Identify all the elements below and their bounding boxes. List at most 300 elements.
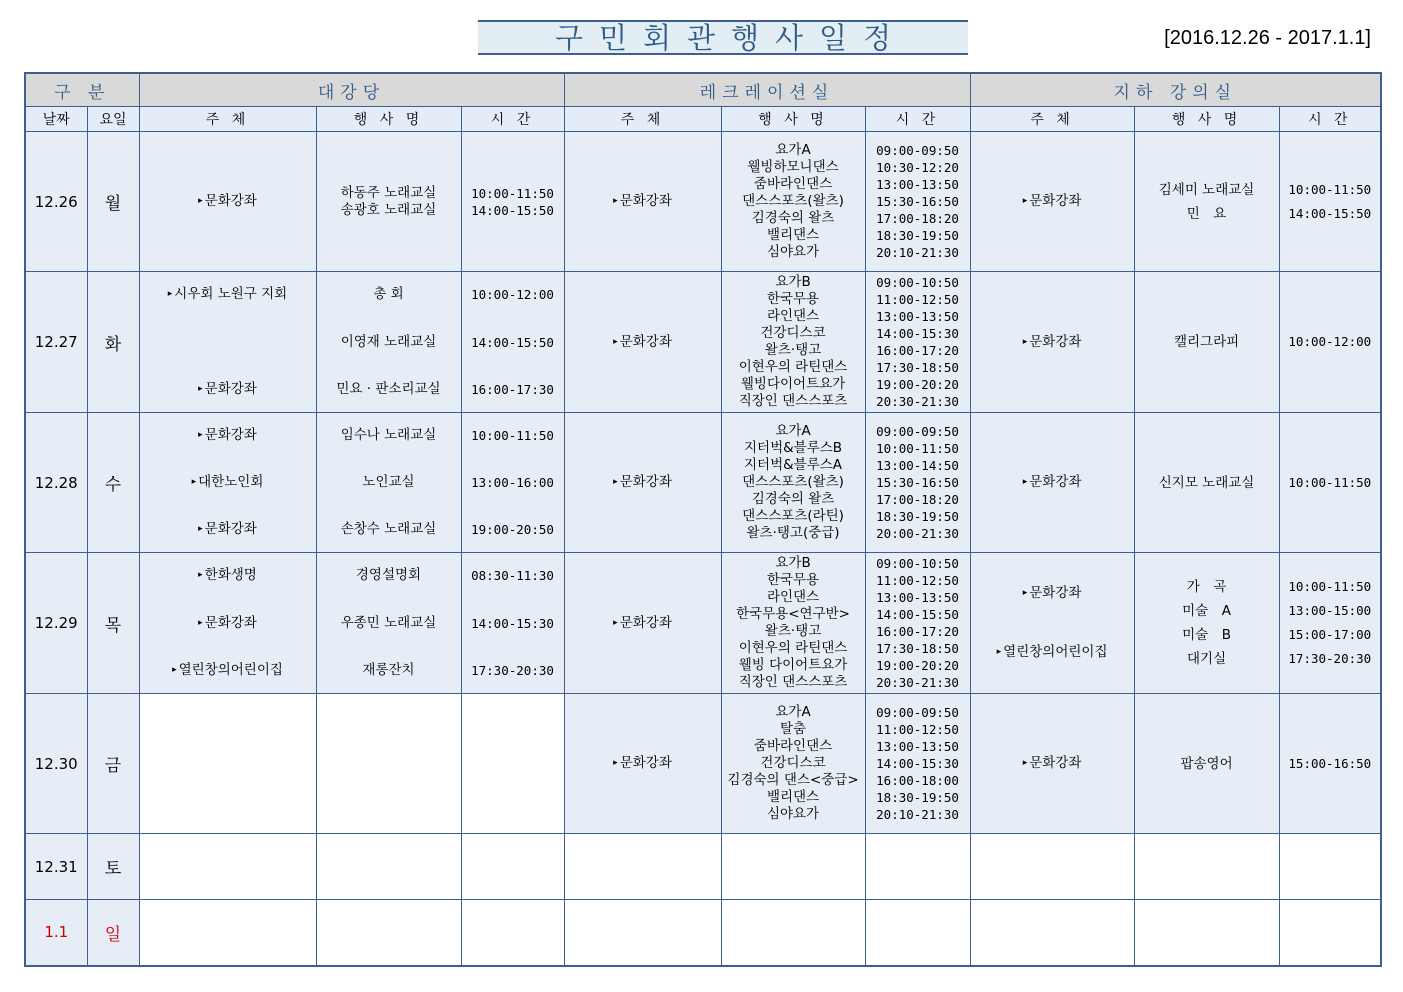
base-event-item: 신지모 노래교실: [1158, 474, 1255, 491]
base-host: [970, 132, 1134, 272]
rec-time-item: 13:00-14:50: [876, 458, 959, 473]
rec-time-item: 09:00-09:50: [876, 143, 959, 158]
hall-event-item: 총 회: [373, 286, 404, 302]
rec-time-item: 13:00-13:50: [876, 309, 959, 324]
day-row: [25, 132, 1381, 272]
host-name: 문화강좌: [204, 521, 257, 537]
empty-cell: [970, 900, 1134, 966]
base-event-item: 대기실: [1187, 651, 1227, 667]
base-time-list: [1280, 330, 1381, 354]
base-time-list: [1280, 471, 1381, 495]
rec-event-item: 라인댄스: [766, 308, 820, 324]
rec-time-item: 14:00-15:30: [876, 756, 959, 771]
base-event-list: [1135, 575, 1279, 671]
spacer: [971, 616, 1134, 630]
hall-time-list: [462, 185, 564, 219]
rec-time-item: 10:00-11:50: [876, 441, 959, 456]
host-name: 문화강좌: [619, 614, 672, 631]
base-time: [1279, 132, 1381, 272]
date-cell: 12.30: [25, 694, 87, 834]
col-header-date: 날짜: [25, 107, 87, 132]
rec-time-list: [866, 423, 970, 542]
hall-time: [461, 413, 564, 553]
weekday-cell: 금: [87, 694, 139, 834]
hall-event: [316, 553, 461, 694]
empty-cell: [1134, 900, 1279, 966]
rec-time-item: 16:00-17:20: [876, 343, 959, 358]
schedule-table: [24, 72, 1382, 967]
hall-event-item: 민요 · 판소리교실: [336, 381, 441, 397]
host-item: [971, 755, 1134, 772]
rec-time-item: 16:00-17:20: [876, 624, 959, 639]
empty-cell: [564, 900, 721, 966]
base-host-list: [971, 755, 1134, 772]
host-item: [140, 474, 316, 491]
hall-host: [139, 132, 316, 272]
hall-time-list: [462, 413, 564, 552]
host-name: 대한노인회: [198, 474, 264, 490]
rec-time: [865, 553, 970, 694]
host-item: [565, 615, 721, 632]
base-time-list: [1280, 752, 1381, 776]
host-name: 문화강좌: [1029, 193, 1082, 209]
arrow-icon: ▸: [198, 430, 203, 440]
base-event: [1134, 272, 1279, 413]
rec-event: [721, 694, 865, 834]
rec-event-item: 줌바라인댄스: [753, 738, 833, 754]
rec-event-item: 밸리댄스: [766, 227, 820, 243]
rec-time-item: 13:00-13:50: [876, 739, 959, 754]
host-item: [971, 585, 1134, 602]
rec-time-item: 11:00-12:50: [876, 292, 959, 307]
arrow-icon: ▸: [613, 196, 618, 206]
base-time-list: [1280, 178, 1381, 226]
base-event: [1134, 413, 1279, 553]
date-cell: 12.29: [25, 553, 87, 694]
base-host: [970, 694, 1134, 834]
hall-event-item: 이영재 노래교실: [340, 333, 437, 350]
rec-time: [865, 132, 970, 272]
hall-event-item: 경영설명회: [355, 567, 422, 583]
host-name: 문화강좌: [619, 474, 672, 490]
base-host-list: [971, 193, 1134, 210]
hall-event-item: 재롱잔치: [362, 662, 415, 678]
rec-event-item: 줌바라인댄스: [753, 176, 833, 192]
hall-host: [139, 272, 316, 413]
date-range: [2016.12.26 - 2017.1.1]: [1164, 27, 1371, 49]
base-host-list: [971, 585, 1134, 661]
host-name: 열린창의어린이집: [178, 662, 283, 678]
hall-time-item: 14:00-15:50: [471, 334, 554, 350]
rec-time-item: 16:00-18:00: [876, 773, 959, 788]
rec-time-item: 18:30-19:50: [876, 509, 959, 524]
base-event: [1134, 553, 1279, 694]
base-host: [970, 272, 1134, 413]
rec-time-item: 09:00-10:50: [876, 275, 959, 290]
host-name: 문화강좌: [619, 333, 672, 350]
hall-event-list: [317, 553, 461, 693]
hall-time-item: 10:00-12:00: [471, 287, 554, 302]
rec-event-item: 왈츠·탱고: [764, 342, 822, 358]
date-cell: 12.31: [25, 834, 87, 900]
col-header-time: 시 간: [865, 107, 970, 132]
hall-event-list: [317, 185, 461, 219]
rec-event-list: [722, 274, 865, 410]
hall-time-item: 13:00-16:00: [471, 475, 554, 490]
day-row: [25, 272, 1381, 413]
hall-event-list: [317, 272, 461, 412]
rec-host: [564, 132, 721, 272]
rec-event-list: [722, 423, 865, 542]
date-cell: 12.28: [25, 413, 87, 553]
hall-event-item: 노인교실: [362, 474, 415, 490]
hall-host-list: [140, 193, 316, 210]
rec-time-item: 17:30-18:50: [876, 641, 959, 656]
base-event-item: 김세미 노래교실: [1158, 181, 1255, 198]
rec-event-item: 왈츠·탱고: [764, 623, 822, 639]
base-time: [1279, 413, 1381, 553]
rec-time-item: 15:30-16:50: [876, 475, 959, 490]
rec-event-item: 한국무용<연구반>: [736, 606, 850, 622]
base-time-item: 15:00-17:00: [1288, 627, 1372, 642]
rec-event-item: 지터벅&블루스A: [744, 457, 843, 473]
date-cell: 12.26: [25, 132, 87, 272]
col-header-host: 주 체: [139, 107, 316, 132]
rec-event-item: 댄스스포츠(라틴): [742, 508, 844, 524]
arrow-icon: ▸: [198, 617, 203, 628]
rec-event-item: 이현우의 라틴댄스: [738, 359, 848, 375]
base-event-item: 미술 A: [1182, 603, 1231, 619]
host-name: 시우회 노원구 지회: [174, 286, 288, 302]
arrow-icon: ▸: [613, 758, 618, 768]
host-name: 열린창의어린이집: [1003, 644, 1108, 660]
host-name: 문화강좌: [204, 614, 257, 631]
rec-event-item: 웰빙다이어트요가: [740, 376, 846, 392]
arrow-icon: ▸: [613, 477, 618, 487]
rec-time-item: 13:00-13:50: [876, 177, 959, 192]
rec-time-list: [866, 555, 970, 691]
hall-time-item: 16:00-17:30: [471, 382, 554, 397]
rec-event-item: 라인댄스: [766, 589, 820, 605]
host-item: [140, 427, 316, 444]
base-event: [1134, 132, 1279, 272]
host-item: [140, 662, 316, 679]
host-name: 문화강좌: [619, 755, 672, 771]
hall-event-item: 손창수 노래교실: [340, 521, 437, 537]
host-item: [565, 755, 721, 772]
hall-time-item: 10:00-11:50: [471, 185, 554, 201]
host-name: 문화강좌: [1029, 585, 1082, 601]
rec-time-item: 09:00-10:50: [876, 556, 959, 571]
base-host-list: [971, 474, 1134, 491]
base-time-item: 10:00-11:50: [1288, 181, 1372, 197]
empty-cell: [461, 834, 564, 900]
rec-event: [721, 272, 865, 413]
hall-host-list: [140, 413, 316, 552]
rec-event-item: 김경숙의 댄스<중급>: [727, 772, 859, 788]
arrow-icon: ▸: [198, 570, 203, 580]
host-item: [140, 381, 316, 398]
base-event-item: 팝송영어: [1180, 755, 1233, 772]
rec-time-item: 17:30-18:50: [876, 360, 959, 375]
empty-cell: [316, 834, 461, 900]
day-row: [25, 694, 1381, 834]
rec-event-item: 요가B: [775, 555, 811, 571]
hall-host-list: [140, 272, 316, 412]
hall-event-item: 하동주 노래교실: [340, 184, 437, 201]
rec-event-item: 웰빙하모니댄스: [747, 159, 839, 175]
base-host-list: [971, 334, 1134, 351]
rec-time: [865, 272, 970, 413]
empty-cell: [564, 834, 721, 900]
rec-time-item: 11:00-12:50: [876, 573, 959, 588]
base-time-item: 15:00-16:50: [1288, 755, 1372, 771]
rec-time-item: 20:10-21:30: [876, 807, 959, 822]
hall-time-item: 14:00-15:30: [471, 615, 554, 631]
rec-time-item: 09:00-09:50: [876, 705, 959, 720]
col-header-time: 시 간: [1279, 107, 1381, 132]
host-item: [971, 644, 1134, 661]
base-event-item: 가 곡: [1186, 579, 1227, 595]
base-time-item: 17:30-20:30: [1288, 651, 1372, 666]
category-header: 구 분: [25, 73, 139, 107]
weekday-cell: 화: [87, 272, 139, 413]
col-header-weekday: 요일: [87, 107, 139, 132]
rec-host: [564, 413, 721, 553]
rec-host: [564, 553, 721, 694]
day-row: [25, 834, 1381, 900]
section-header-row: [25, 73, 1381, 107]
rec-event-item: 지터벅&블루스B: [744, 440, 843, 456]
host-item: [140, 286, 316, 303]
base-event-list: [1135, 752, 1279, 776]
rec-host: [564, 272, 721, 413]
rec-time-item: 15:30-16:50: [876, 194, 959, 209]
rec-event: [721, 553, 865, 694]
rec-event-list: [722, 555, 865, 691]
host-item: [140, 567, 316, 584]
host-name: 문화강좌: [619, 193, 672, 209]
empty-cell: [1279, 834, 1381, 900]
host-name: 문화강좌: [204, 381, 257, 397]
rec-event-item: 댄스스포츠(왈츠): [742, 193, 844, 209]
empty-cell: [139, 900, 316, 966]
day-row: [25, 553, 1381, 694]
weekday-cell: 일: [87, 900, 139, 966]
empty-cell: [316, 694, 461, 834]
weekday-cell: 월: [87, 132, 139, 272]
rec-event-item: 이현우의 라틴댄스: [738, 640, 848, 656]
arrow-icon: ▸: [1022, 588, 1028, 598]
arrow-icon: ▸: [613, 336, 618, 347]
col-header-event: 행 사 명: [1134, 107, 1279, 132]
base-time-item: 10:00-12:00: [1288, 334, 1372, 349]
host-name: 문화강좌: [204, 193, 257, 209]
rec-time-item: 14:00-15:30: [876, 326, 959, 341]
rec-event-item: 웰빙 다이어트요가: [738, 657, 848, 673]
hall-event-item: 송광호 노래교실: [340, 201, 437, 218]
empty-cell: [461, 694, 564, 834]
host-item: [971, 474, 1134, 491]
rec-time-item: 17:00-18:20: [876, 492, 959, 507]
base-host: [970, 553, 1134, 694]
base-time: [1279, 694, 1381, 834]
col-header-event: 행 사 명: [316, 107, 461, 132]
host-name: 문화강좌: [1029, 755, 1082, 771]
empty-cell: [1279, 900, 1381, 966]
col-header-event: 행 사 명: [721, 107, 865, 132]
rec-event-item: 댄스스포츠(왈츠): [742, 474, 844, 490]
rec-event-list: [722, 704, 865, 823]
hall-event-item: 우종민 노래교실: [340, 614, 437, 631]
rec-time-item: 20:30-21:30: [876, 675, 959, 690]
base-time: [1279, 553, 1381, 694]
host-name: 문화강좌: [204, 427, 257, 443]
rec-time-item: 10:30-12:20: [876, 160, 959, 175]
rec-time-item: 17:00-18:20: [876, 211, 959, 226]
base-event-list: [1135, 471, 1279, 495]
rec-time: [865, 694, 970, 834]
weekday-cell: 수: [87, 413, 139, 553]
rec-event-item: 한국무용: [766, 572, 820, 588]
arrow-icon: ▸: [1022, 477, 1028, 487]
hall-time-item: 08:30-11:30: [471, 568, 554, 583]
base-time-item: 14:00-15:50: [1288, 205, 1372, 221]
rec-time-item: 19:00-20:20: [876, 377, 959, 392]
hall-time-item: 10:00-11:50: [471, 428, 554, 443]
rec-event: [721, 132, 865, 272]
date-cell: 12.27: [25, 272, 87, 413]
base-event-item: 캘리그라피: [1173, 334, 1240, 350]
rec-event-item: 밸리댄스: [766, 789, 820, 805]
hall-time-list: [462, 553, 564, 693]
empty-cell: [721, 834, 865, 900]
arrow-icon: ▸: [198, 524, 203, 534]
base-event-item: 민 요: [1186, 205, 1227, 222]
empty-cell: [461, 900, 564, 966]
rec-event-item: 한국무용: [766, 291, 820, 307]
rec-event-item: 김경숙의 왈츠: [751, 210, 835, 226]
schedule-body: [25, 132, 1381, 966]
base-event-list: [1135, 178, 1279, 226]
rec-time-item: 09:00-09:50: [876, 424, 959, 439]
rec-event-list: [722, 142, 865, 261]
rec-event-item: 직장인 댄스스포츠: [738, 674, 848, 690]
column-header-row: [25, 107, 1381, 132]
host-item: [971, 193, 1134, 210]
hall-host-list: [140, 553, 316, 693]
hall-event-item: 임수나 노래교실: [340, 427, 437, 443]
hall-host: [139, 553, 316, 694]
rec-event-item: 왈츠·탱고(중급): [746, 525, 840, 541]
host-item: [140, 193, 316, 210]
empty-cell: [721, 900, 865, 966]
arrow-icon: ▸: [613, 617, 618, 628]
host-name: 문화강좌: [1029, 474, 1082, 490]
base-time-item: 13:00-15:00: [1288, 603, 1372, 618]
col-header-time: 시 간: [461, 107, 564, 132]
weekday-cell: 목: [87, 553, 139, 694]
empty-cell: [139, 834, 316, 900]
hall-time-item: 19:00-20:50: [471, 522, 554, 537]
arrow-icon: ▸: [198, 196, 203, 206]
rec-event-item: 요가A: [775, 704, 811, 720]
hall-time: [461, 272, 564, 413]
col-header-host: 주 체: [970, 107, 1134, 132]
base-event-item: 미술 B: [1182, 627, 1231, 643]
rec-time: [865, 413, 970, 553]
rec-time-item: 14:00-15:50: [876, 607, 959, 622]
arrow-icon: ▸: [172, 665, 177, 675]
spacer: [971, 630, 1134, 644]
arrow-icon: ▸: [191, 477, 197, 487]
rec-time-item: 20:10-21:30: [876, 245, 959, 260]
rec-event-item: 탈춤: [779, 721, 807, 737]
rec-event: [721, 413, 865, 553]
hall-host: [139, 413, 316, 553]
hall-time-item: 14:00-15:50: [471, 202, 554, 218]
empty-cell: [139, 694, 316, 834]
arrow-icon: ▸: [1022, 336, 1028, 347]
section-header-hall: 대강당: [139, 73, 564, 107]
day-row: [25, 900, 1381, 966]
arrow-icon: ▸: [996, 647, 1002, 657]
host-item: [565, 334, 721, 351]
weekday-cell: 토: [87, 834, 139, 900]
host-item: [140, 521, 316, 538]
arrow-icon: ▸: [1022, 196, 1028, 206]
base-event: [1134, 694, 1279, 834]
rec-time-item: 13:00-13:50: [876, 590, 959, 605]
arrow-icon: ▸: [1022, 758, 1028, 768]
host-name: 한화생명: [204, 567, 257, 583]
rec-event-item: 요가A: [775, 142, 811, 158]
rec-time-item: 20:00-21:30: [876, 526, 959, 541]
base-time-item: 10:00-11:50: [1288, 579, 1372, 594]
empty-cell: [970, 834, 1134, 900]
base-host: [970, 413, 1134, 553]
rec-time-item: 18:30-19:50: [876, 790, 959, 805]
base-time-item: 10:00-11:50: [1288, 474, 1372, 490]
rec-time-item: 20:30-21:30: [876, 394, 959, 409]
hall-event: [316, 272, 461, 413]
host-item: [565, 474, 721, 491]
rec-time-list: [866, 274, 970, 410]
hall-event-list: [317, 413, 461, 552]
spacer: [971, 602, 1134, 616]
hall-time: [461, 553, 564, 694]
rec-event-item: 심야요가: [766, 244, 820, 260]
rec-event-item: 요가A: [775, 423, 811, 439]
page-title: 구민회관행사일정: [478, 20, 968, 55]
rec-time-list: [866, 142, 970, 261]
empty-cell: [1134, 834, 1279, 900]
date-cell: 1.1: [25, 900, 87, 966]
rec-time-item: 19:00-20:20: [876, 658, 959, 673]
empty-cell: [865, 900, 970, 966]
rec-event-item: 심야요가: [766, 806, 820, 822]
base-event-list: [1135, 330, 1279, 354]
rec-event-item: 김경숙의 왈츠: [751, 491, 835, 507]
arrow-icon: ▸: [167, 289, 173, 299]
hall-event: [316, 132, 461, 272]
section-header-recreation: 레크레이션실: [564, 73, 970, 107]
day-row: [25, 413, 1381, 553]
base-time-list: [1280, 575, 1381, 671]
rec-event-item: 건강디스코: [760, 755, 826, 771]
rec-time-item: 11:00-12:50: [876, 722, 959, 737]
hall-time: [461, 132, 564, 272]
